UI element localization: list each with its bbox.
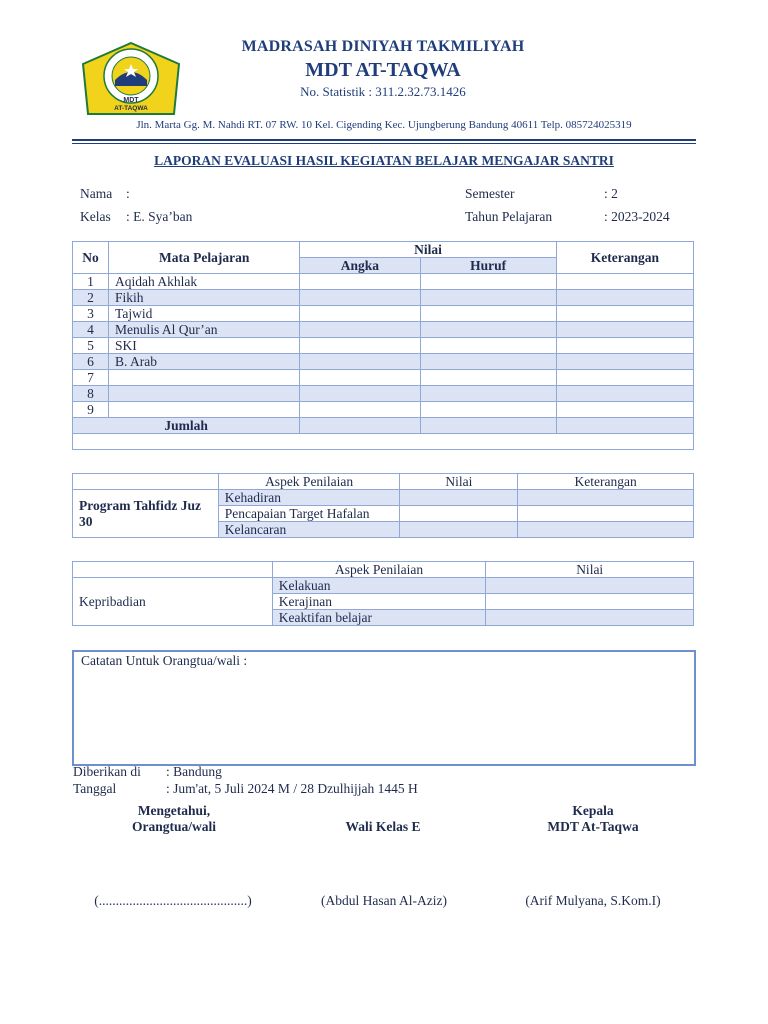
- row-no: 7: [73, 370, 109, 386]
- huruf-cell: [420, 370, 556, 386]
- signature-head-title: [518, 803, 668, 835]
- table-row: [73, 290, 694, 306]
- kelas-label: Kelas: [80, 209, 111, 224]
- col-keterangan-header: Keterangan: [556, 242, 693, 274]
- row-subject: B. Arab: [109, 354, 300, 370]
- total-angka-cell: [300, 418, 420, 434]
- kepribadian-aspect: Kelakuan: [272, 578, 486, 594]
- notes-label: Catatan Untuk Orangtua/wali :: [81, 653, 248, 668]
- date-value: : Jum'at, 5 Juli 2024 M / 28 Dzulhijjah 1445 H: [166, 781, 418, 796]
- huruf-cell: [420, 306, 556, 322]
- col-no-header: No: [73, 242, 109, 274]
- blank-row: [73, 434, 694, 450]
- logo-text-attaqwa: AT-TAQWA: [114, 105, 148, 112]
- grades-table: [72, 241, 694, 450]
- keterangan-cell: [556, 322, 693, 338]
- row-no: 9: [73, 402, 109, 418]
- total-keterangan-cell: [556, 418, 693, 434]
- angka-cell: [300, 290, 420, 306]
- angka-cell: [300, 354, 420, 370]
- row-no: 6: [73, 354, 109, 370]
- header-statistic-number: No. Statistik : 311.2.32.73.1426: [300, 84, 466, 99]
- keterangan-cell: [556, 306, 693, 322]
- huruf-cell: [420, 354, 556, 370]
- notes-box: [72, 650, 696, 766]
- signature-teacher-title: [310, 819, 456, 835]
- tahfidz-aspect: Pencapaian Target Hafalan: [218, 506, 400, 522]
- table-row: [73, 322, 694, 338]
- table-cell: [400, 490, 518, 506]
- table-cell: [73, 434, 694, 450]
- header-line1: MADRASAH DINIYAH TAKMILIYAH: [241, 38, 525, 55]
- keterangan-cell: [556, 354, 693, 370]
- huruf-cell: [420, 338, 556, 354]
- kepribadian-nilai-header: Nilai: [486, 562, 694, 578]
- row-no: 5: [73, 338, 109, 354]
- table-row: [73, 338, 694, 354]
- huruf-cell: [420, 290, 556, 306]
- place-label: Diberikan di: [73, 764, 141, 779]
- row-subject: Menulis Al Qur’an: [109, 322, 300, 338]
- angka-cell: [300, 322, 420, 338]
- table-cell: [518, 506, 694, 522]
- table-row: [73, 402, 694, 418]
- row-no: 1: [73, 274, 109, 290]
- header-divider: [72, 139, 696, 141]
- angka-cell: [300, 386, 420, 402]
- total-huruf-cell: [420, 418, 556, 434]
- sig-parent-line2: Orangtua/wali: [131, 819, 216, 834]
- table-cell: [486, 610, 694, 626]
- col-nilai-header: Nilai: [300, 242, 556, 258]
- semester-label: Semester: [465, 186, 515, 201]
- row-no: 4: [73, 322, 109, 338]
- keterangan-cell: [556, 274, 693, 290]
- table-cell: [486, 594, 694, 610]
- table-row: [73, 354, 694, 370]
- total-label: Jumlah: [73, 418, 300, 434]
- tahun-value: : 2023-2024: [604, 209, 670, 224]
- row-subject: SKI: [109, 338, 300, 354]
- col-subject-header: Mata Pelajaran: [109, 242, 300, 274]
- row-no: 8: [73, 386, 109, 402]
- table-row: [73, 370, 694, 386]
- huruf-cell: [420, 386, 556, 402]
- signature-parent-title: [100, 803, 248, 835]
- signature-parent-name: (............................................): [94, 893, 252, 908]
- table-cell: [400, 522, 518, 538]
- row-subject: [109, 402, 300, 418]
- logo-text-mdt: MDT: [123, 97, 139, 104]
- header-line2: MDT AT-TAQWA: [305, 59, 461, 81]
- table-cell: [518, 522, 694, 538]
- kepribadian-table: [72, 561, 694, 626]
- header-address: Jln. Marta Gg. M. Nahdi RT. 07 RW. 10 Kel. Cigending Kec. Ujungberung Bandung 40611 Telp. 085724025319: [136, 119, 632, 131]
- signature-head-name: (Arif Mulyana, S.Kom.I): [525, 893, 661, 908]
- angka-cell: [300, 306, 420, 322]
- signature-teacher-name: (Abdul Hasan Al-Aziz): [321, 893, 447, 908]
- tahfidz-corner-cell: [73, 474, 219, 490]
- huruf-cell: [420, 322, 556, 338]
- col-huruf-header: Huruf: [420, 258, 556, 274]
- sig-teacher-line1: Wali Kelas E: [345, 819, 421, 834]
- report-title: LAPORAN EVALUASI HASIL KEGIATAN BELAJAR MENGAJAR SANTRI: [154, 153, 614, 168]
- tahfidz-aspect: Kelancaran: [218, 522, 400, 538]
- madrasah-logo: [82, 42, 180, 116]
- angka-cell: [300, 370, 420, 386]
- huruf-cell: [420, 402, 556, 418]
- nama-label: Nama: [80, 186, 113, 201]
- kepribadian-aspect: Kerajinan: [272, 594, 486, 610]
- row-subject: [109, 370, 300, 386]
- tahfidz-program-label: Program Tahfidz Juz 30: [73, 490, 219, 538]
- keterangan-cell: [556, 290, 693, 306]
- table-cell: [518, 490, 694, 506]
- total-row: [73, 418, 694, 434]
- col-angka-header: Angka: [300, 258, 420, 274]
- kepribadian-corner-cell: [73, 562, 273, 578]
- table-row: [73, 274, 694, 290]
- kepribadian-aspect: Keaktifan belajar: [272, 610, 486, 626]
- tahfidz-aspect: Kehadiran: [218, 490, 400, 506]
- row-no: 2: [73, 290, 109, 306]
- tahun-label: Tahun Pelajaran: [465, 209, 553, 224]
- row-no: 3: [73, 306, 109, 322]
- kelas-value: : E. Sya’ban: [126, 209, 193, 224]
- tahfidz-table: [72, 473, 694, 538]
- huruf-cell: [420, 274, 556, 290]
- sig-head-line1: Kepala: [572, 803, 614, 818]
- keterangan-cell: [556, 370, 693, 386]
- keterangan-cell: [556, 386, 693, 402]
- table-cell: [486, 578, 694, 594]
- nama-value: :: [126, 186, 130, 201]
- tahfidz-nilai-header: Nilai: [400, 474, 518, 490]
- table-row: [73, 386, 694, 402]
- angka-cell: [300, 274, 420, 290]
- header-divider-thin: [72, 143, 696, 144]
- table-cell: [400, 506, 518, 522]
- row-subject: [109, 386, 300, 402]
- semester-value: : 2: [604, 186, 618, 201]
- tahfidz-keterangan-header: Keterangan: [518, 474, 694, 490]
- row-subject: Tajwid: [109, 306, 300, 322]
- kepribadian-label: Kepribadian: [73, 578, 273, 626]
- row-subject: Aqidah Akhlak: [109, 274, 300, 290]
- sig-parent-line1: Mengetahui,: [137, 803, 211, 818]
- kepribadian-aspek-header: Aspek Penilaian: [272, 562, 486, 578]
- tahfidz-aspek-header: Aspek Penilaian: [218, 474, 400, 490]
- place-value: : Bandung: [166, 764, 222, 779]
- angka-cell: [300, 402, 420, 418]
- keterangan-cell: [556, 338, 693, 354]
- row-subject: Fikih: [109, 290, 300, 306]
- date-label: Tanggal: [73, 781, 117, 796]
- sig-head-line2: MDT At-Taqwa: [547, 819, 639, 834]
- table-row: [73, 306, 694, 322]
- angka-cell: [300, 338, 420, 354]
- keterangan-cell: [556, 402, 693, 418]
